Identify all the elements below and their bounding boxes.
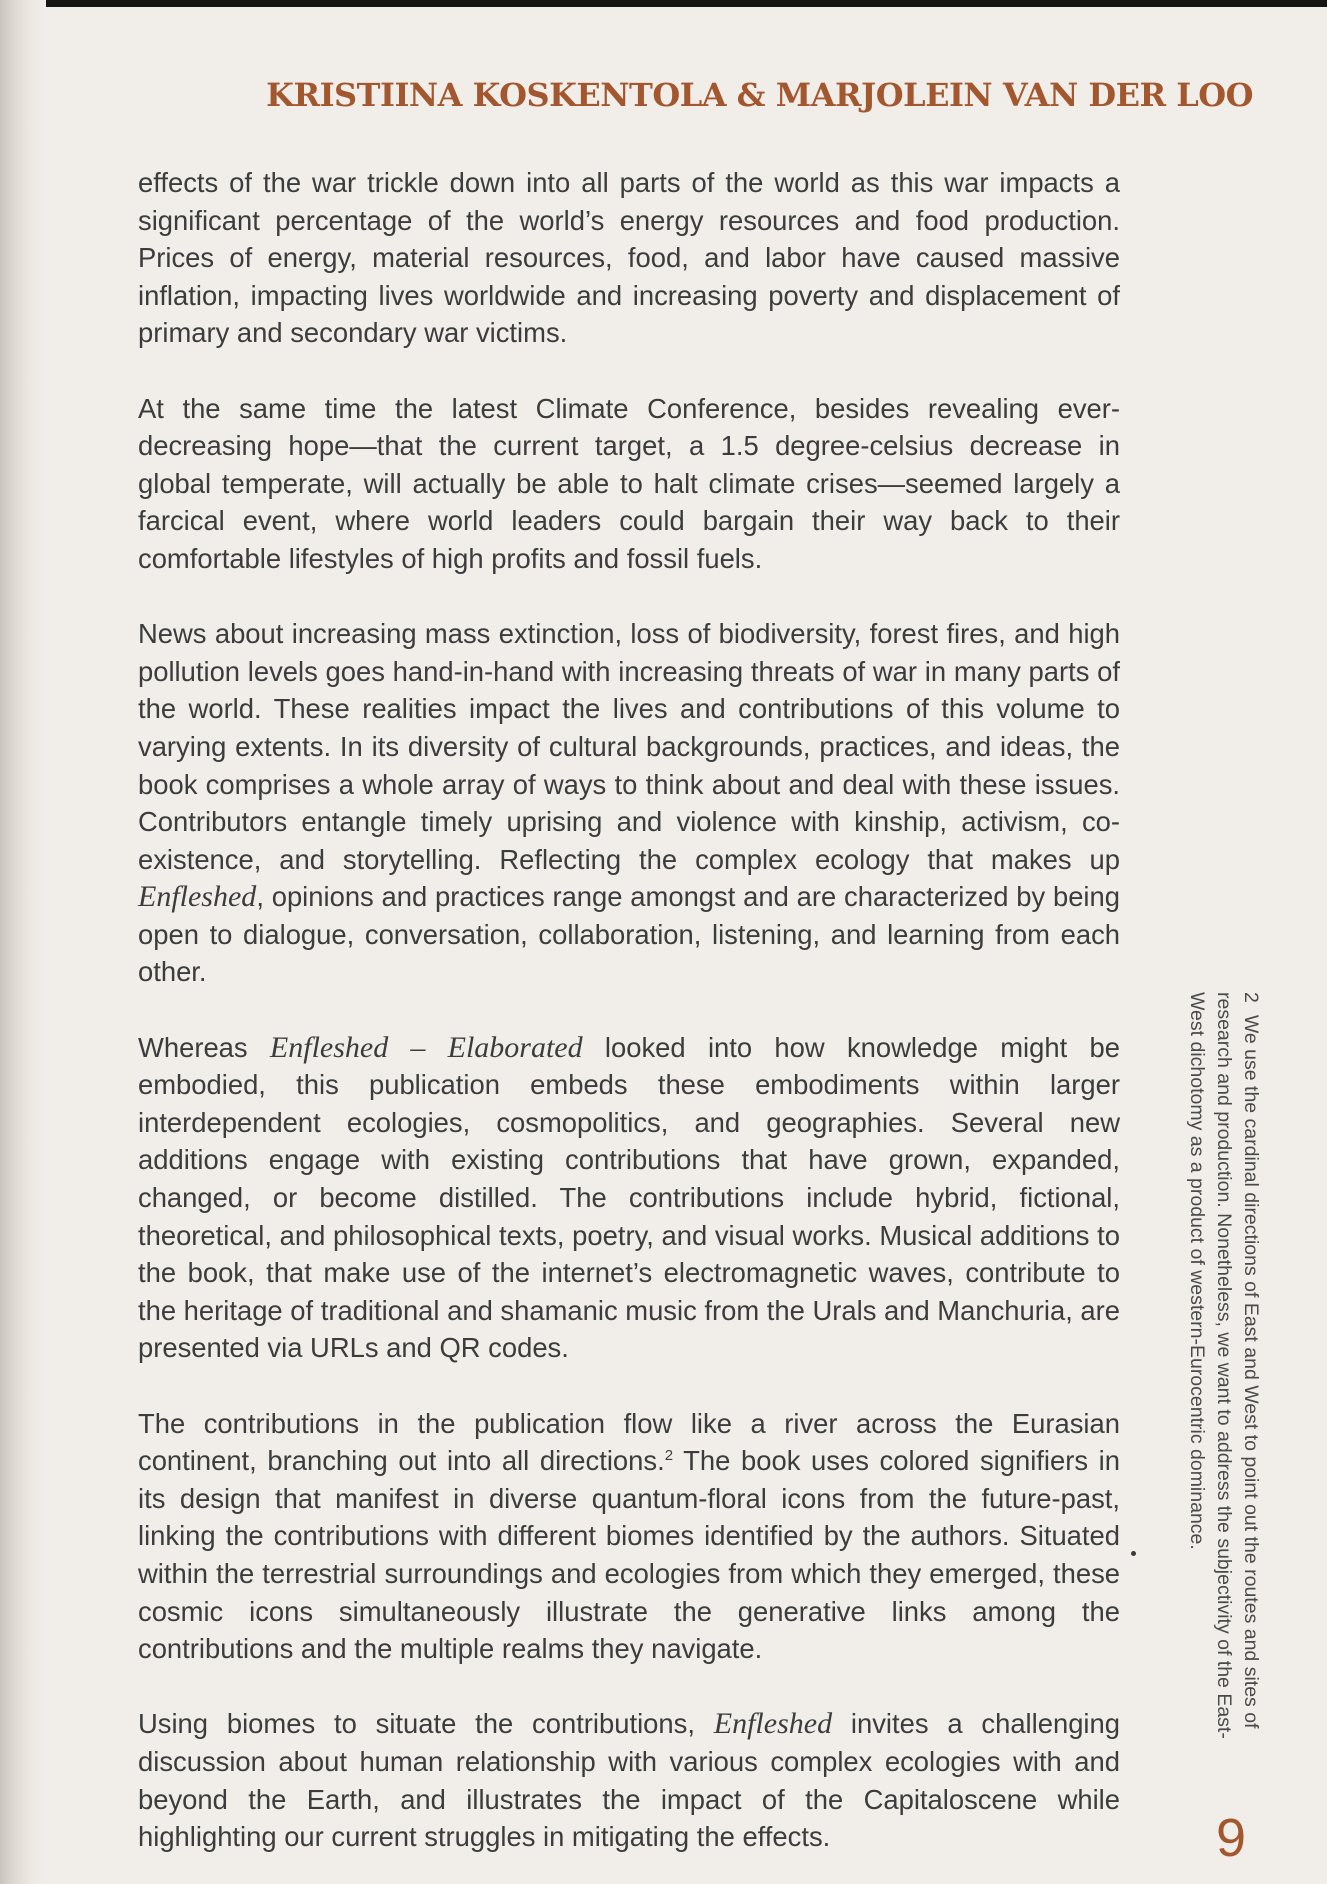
paragraph-2-text: At the same time the latest Climate Conference, besides revealing ever-decreasing hope—that the current target, a 1.5 degree-celsius decrease in global temperate, will actually be able to halt climate crises—seemed largely a farcical event, where world leaders could bargain their way back to their comfortable lifestyles of high profits and fossil fuels. (138, 392, 1120, 574)
book-title-italic: Enfleshed – Elaborated (269, 1030, 583, 1064)
print-speck (1131, 1551, 1136, 1556)
page-number: 9 (1216, 1808, 1247, 1868)
paragraph-5-text-a: The contributions in the publication flow like a river across the Eurasian continent, branching out into all directions. (138, 1407, 1120, 1477)
paragraph-3-text-a: News about increasing mass extinction, loss of biodiversity, forest fires, and high pollution levels goes hand-in-hand with increasing threats of war in many parts of the world. These realities impact the lives and contributions of this volume to varying extents. In its diversity of cultural backgrounds, practices, and ideas, the book comprises a whole array of ways to think about and deal with these issues. Contributors entangle timely uprising and violence with kinship, activism, co-existence, and storytelling. Reflecting the complex ecology that makes up (138, 618, 1120, 875)
footnote-reference: 2 (664, 1447, 674, 1465)
paragraph-6-text-b: invites a challenging discussion about human relationship with various complex ecologies with and beyond the Earth, and illustrates the impact of the Capitaloscene while highlighting our current struggles in mitigating the effects. (138, 1708, 1120, 1853)
paragraph-2 (138, 390, 1120, 578)
paragraph-4-text-a: Whereas (138, 1031, 270, 1063)
paragraph-6 (138, 1705, 1120, 1855)
paragraph-1-text: effects of the war trickle down into all parts of the world as this war impacts a significant percentage of the world’s energy resources and food production. Prices of energy, material resources, food, and labor have caused massive inflation, impacting lives worldwide and increasing poverty and displacement of primary and secondary war victims. (138, 167, 1120, 349)
book-title-italic: Enfleshed (138, 880, 257, 914)
margin-footnote (1182, 992, 1264, 1782)
paragraph-3-text-b: , opinions and practices range amongst and are characterized by being open to dialogue, conversation, collaboration, listening, and learning from each other. (138, 881, 1120, 988)
paragraph-4 (138, 1029, 1120, 1367)
paragraph-4-text-b: looked into how knowledge might be embodied, this publication embeds these embodiments within larger interdependent ecologies, cosmopolitics, and geographies. Several new additions engage with existing contributions that have grown, expanded, changed, or become distilled. The contributions include hybrid, fictional, theoretical, and philosophical texts, poetry, and visual works. Musical additions to the book, that make use of the internet’s electromagnetic waves, contribute to the heritage of traditional and shamanic music from the Urals and Manchuria, are presented via URLs and QR codes. (138, 1031, 1120, 1364)
paragraph-6-text-a: Using biomes to situate the contributions, (138, 1708, 714, 1740)
page-top-edge (0, 0, 1327, 7)
book-title-italic: Enfleshed (713, 1707, 833, 1741)
paragraph-5 (138, 1405, 1120, 1668)
paragraph-5-text-b: The book uses colored signifiers in its design that manifest in diverse quantum-floral icons from the future-past, linking the contributions with different biomes identified by the authors. Situated within the terrestrial surroundings and ecologies from which they emerged, these cosmic icons simultaneously illustrate the generative links among the contributions and the multiple realms they navigate. (138, 1445, 1120, 1665)
main-text-column (138, 164, 1120, 1856)
running-head: KRISTIINA KOSKENTOLA & MARJOLEIN VAN DER LOO (266, 76, 1253, 114)
book-gutter-shadow (0, 0, 46, 1884)
paragraph-1 (138, 164, 1120, 352)
footnote-text: We use the cardinal directions of East and West to point out the routes and sites of research and production. Nonetheless, we want to address the subjectivity of the East-West dichotomy as a product of western-Eurocentric dominance. (1185, 992, 1262, 1739)
paragraph-3 (138, 615, 1120, 991)
footnote-number: 2 (1240, 992, 1262, 1003)
